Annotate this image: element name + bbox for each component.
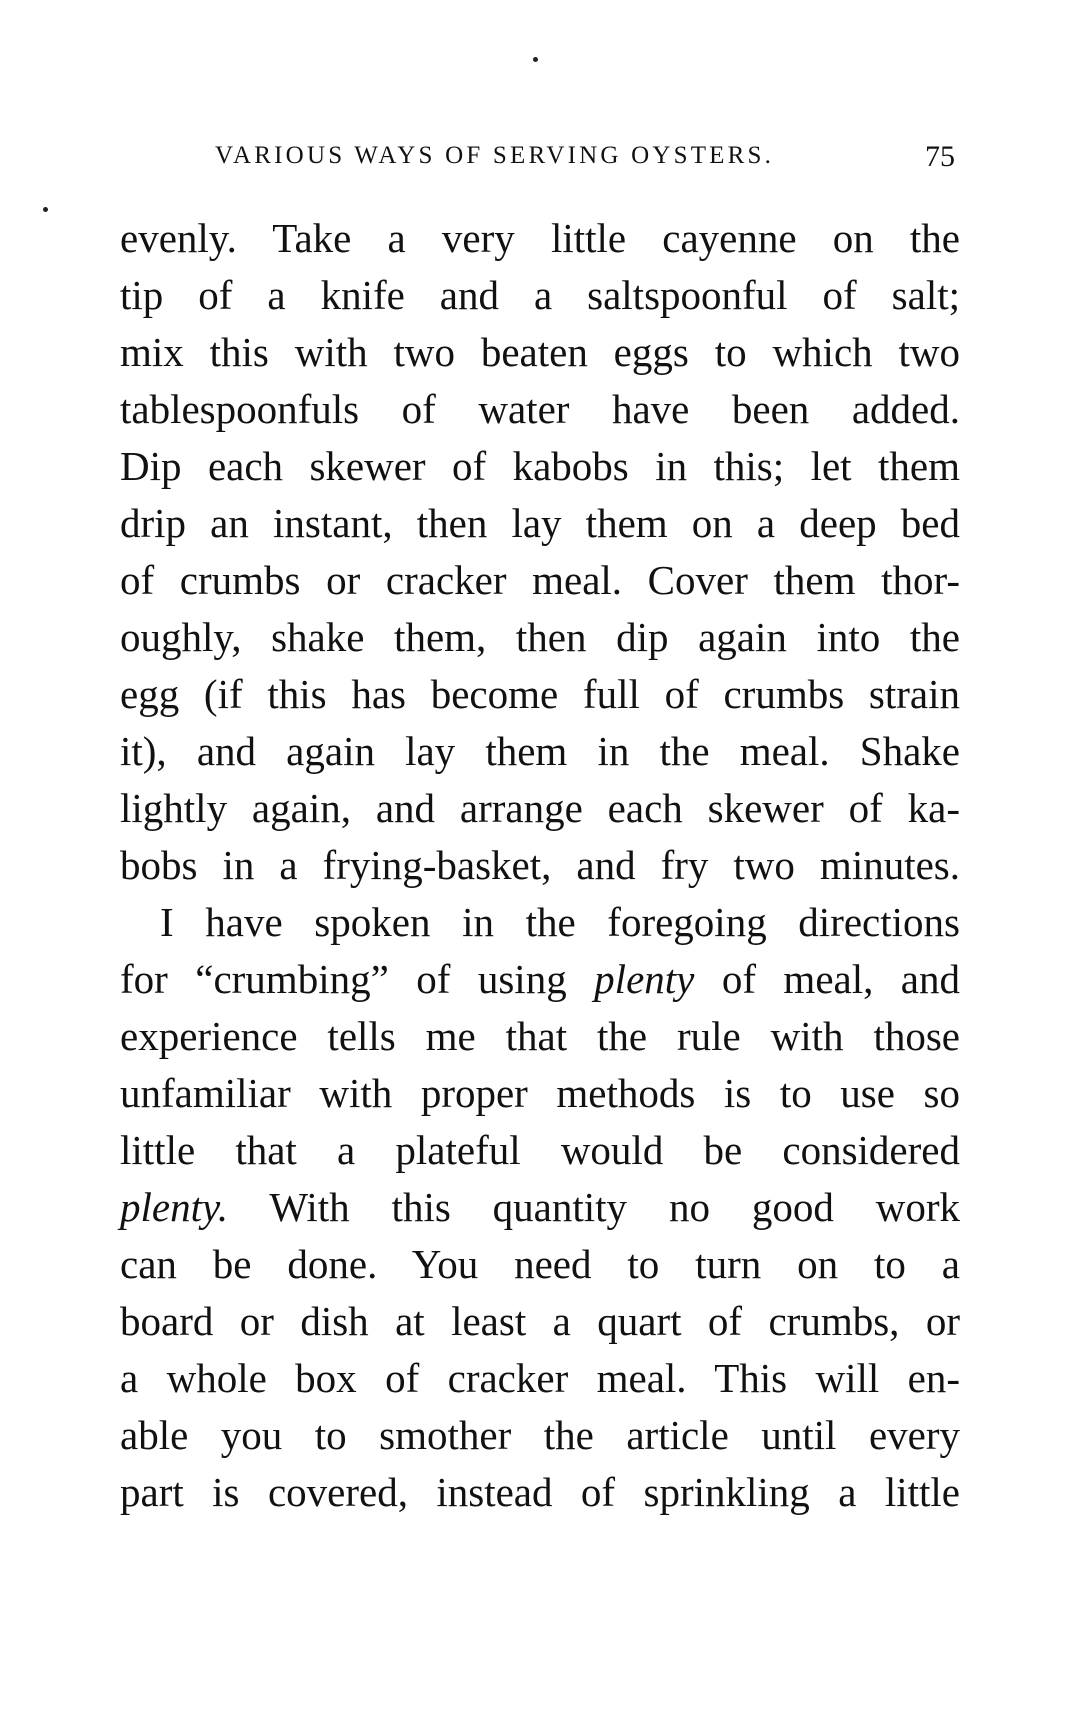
text-line: experience tells me that the rule with those xyxy=(120,1013,960,1059)
text-run: for “crumbing” of using xyxy=(120,956,595,1002)
text-line: part is covered, instead of sprinkling a little xyxy=(120,1469,960,1515)
text-line: of crumbs or cracker meal. Cover them thor- xyxy=(120,557,960,603)
italic-emphasis: plenty. xyxy=(120,1184,229,1230)
running-title: VARIOUS WAYS OF SERVING OYSTERS. xyxy=(215,142,775,169)
text-line: egg (if this has become full of crumbs strain xyxy=(120,671,960,717)
text-line: tip of a knife and a saltspoonful of salt; xyxy=(120,272,960,318)
text-line: little that a plateful would be considered xyxy=(120,1127,960,1173)
text-line: it), and again lay them in the meal. Shake xyxy=(120,728,960,774)
text-line: can be done. You need to turn on to a xyxy=(120,1241,960,1287)
text-line: drip an instant, then lay them on a deep bed xyxy=(120,500,960,546)
ink-speck-left xyxy=(43,207,48,212)
page-number: 75 xyxy=(925,140,955,173)
paragraph-2 xyxy=(120,894,960,1521)
text-line: evenly. Take a very little cayenne on the xyxy=(120,215,960,261)
text-run: of meal, and xyxy=(694,956,961,1002)
body-text xyxy=(120,210,960,1521)
paragraph-1 xyxy=(120,210,960,894)
text-line: Dip each skewer of kabobs in this; let them xyxy=(120,443,960,489)
text-line: unfamiliar with proper methods is to use so xyxy=(120,1070,960,1116)
ink-speck-top xyxy=(533,57,538,62)
text-line: oughly, shake them, then dip again into the xyxy=(120,614,960,660)
text-line xyxy=(120,951,960,1008)
text-line: mix this with two beaten eggs to which two xyxy=(120,329,960,375)
text-line: tablespoonfuls of water have been added. xyxy=(120,386,960,432)
text-line: bobs in a frying-basket, and fry two minutes. xyxy=(120,842,960,888)
text-line xyxy=(120,1179,960,1236)
text-line: board or dish at least a quart of crumbs, or xyxy=(120,1298,960,1344)
text-line: lightly again, and arrange each skewer of ka- xyxy=(120,785,960,831)
text-run: With this quantity no good work xyxy=(228,1184,960,1230)
text-line: a whole box of cracker meal. This will en- xyxy=(120,1355,960,1401)
text-line: I have spoken in the foregoing directions xyxy=(160,899,960,945)
italic-emphasis: plenty xyxy=(594,956,695,1002)
text-line: able you to smother the article until every xyxy=(120,1412,960,1458)
running-header xyxy=(215,142,955,182)
